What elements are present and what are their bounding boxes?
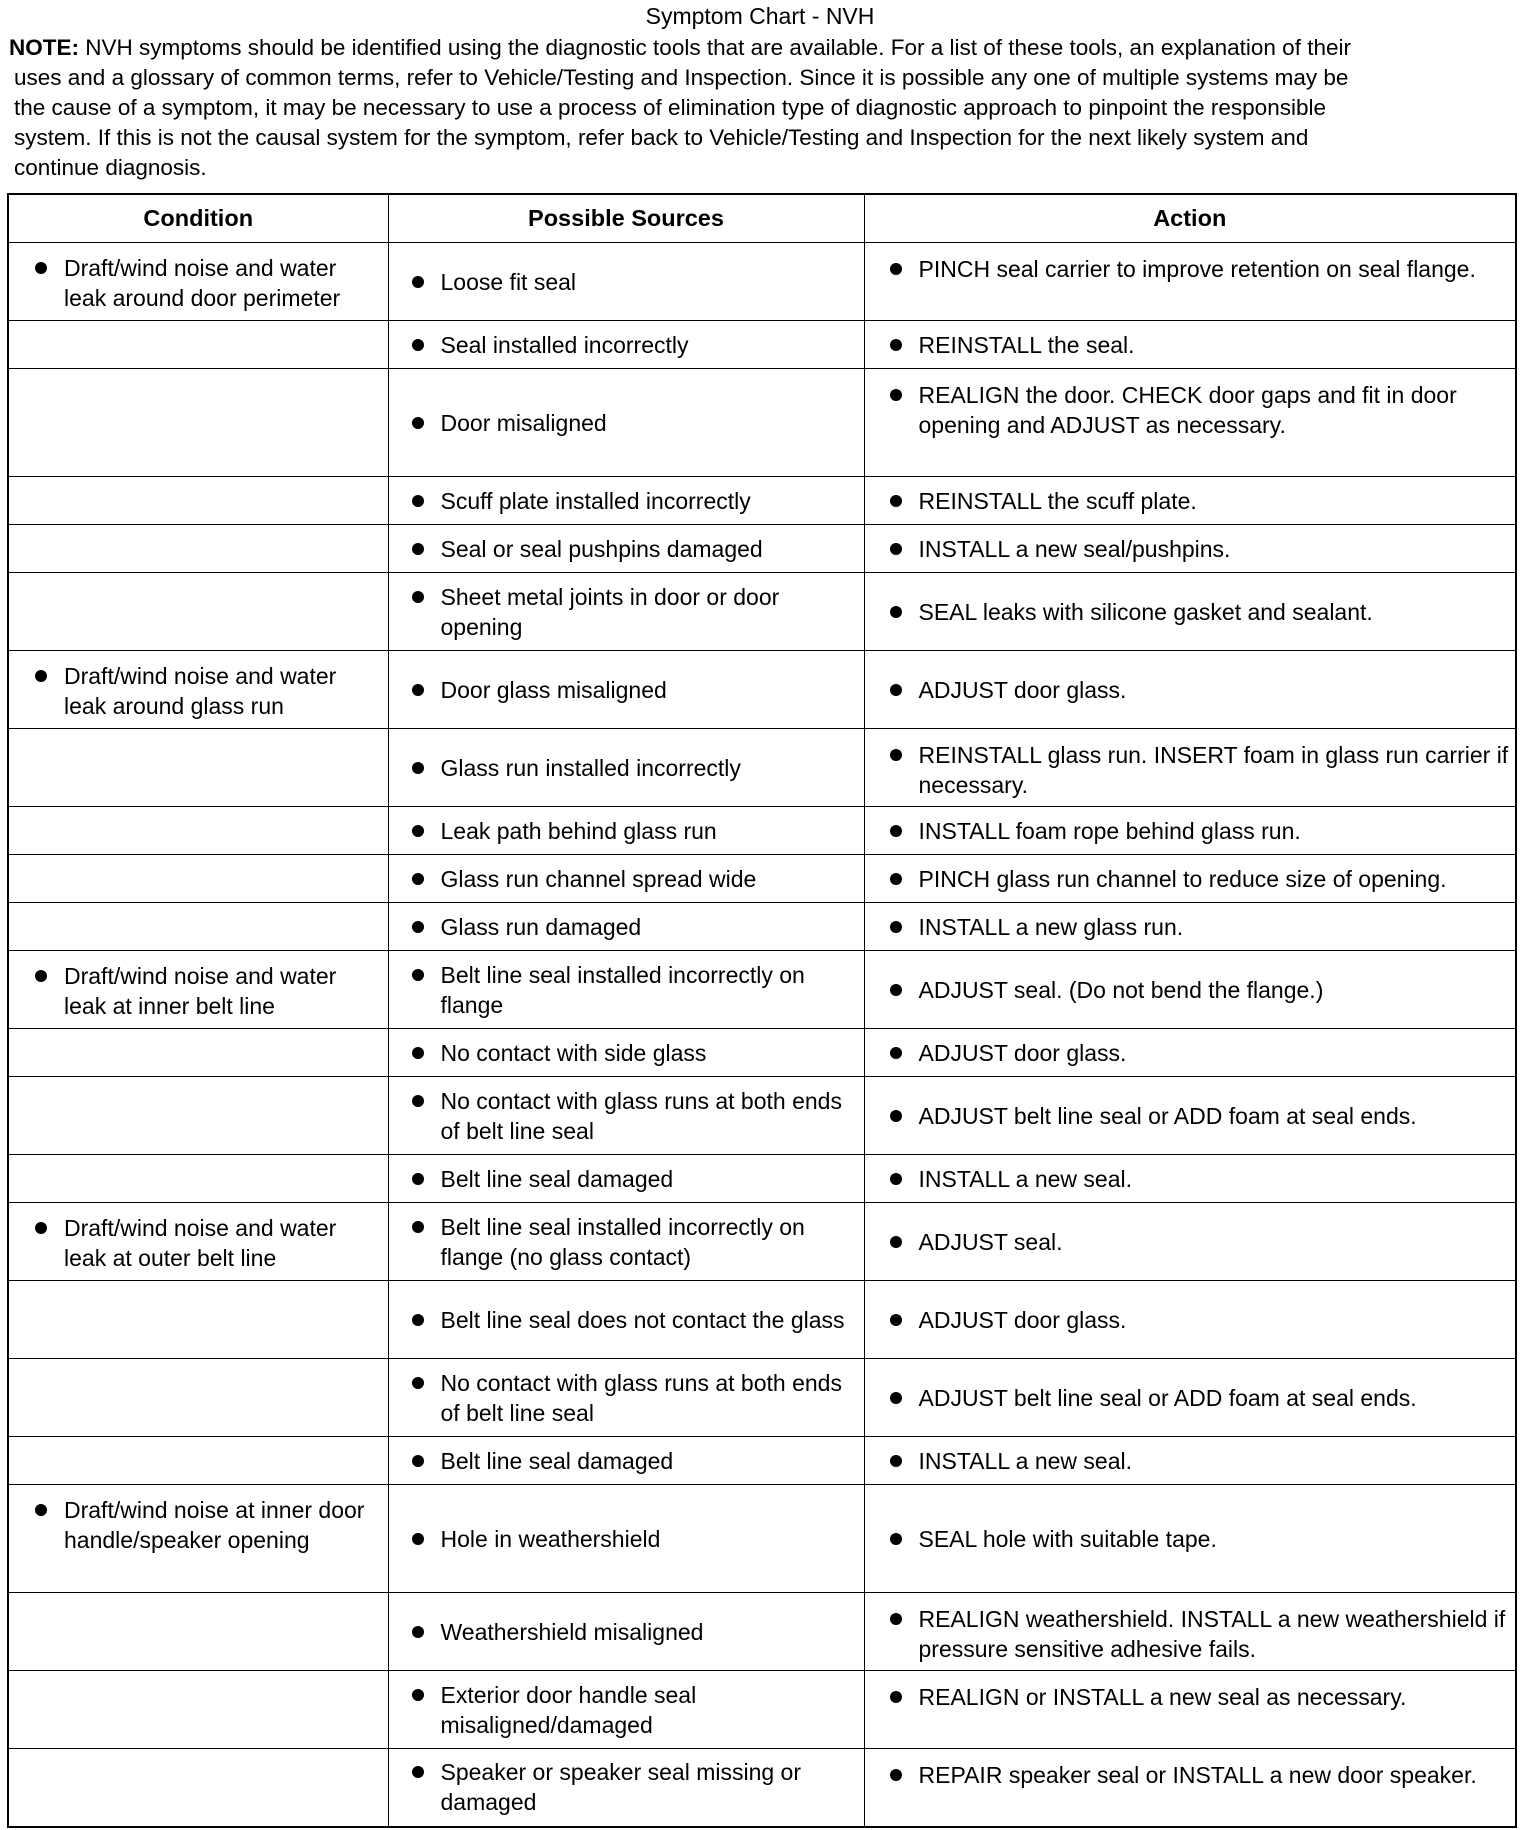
source-cell: [388, 807, 864, 855]
table-row: [8, 903, 1516, 951]
bullet-icon: [890, 825, 902, 837]
table-row: [8, 1671, 1516, 1749]
source-cell: [388, 951, 864, 1029]
source-cell: [388, 1749, 864, 1827]
bullet-icon: [412, 591, 424, 603]
condition-cell: [8, 903, 388, 951]
bullet-item: [389, 1617, 864, 1647]
bullet-icon: [412, 825, 424, 837]
bullet-item: [389, 1680, 864, 1740]
bullet-icon: [890, 1110, 902, 1122]
source-text: Belt line seal damaged: [440, 1165, 674, 1192]
condition-cell: [8, 1749, 388, 1827]
bullet-item: [865, 740, 1516, 800]
bullet-icon: [412, 684, 424, 696]
condition-cell: [8, 477, 388, 525]
bullet-icon: [412, 1626, 424, 1638]
action-cell: [864, 1485, 1516, 1593]
bullet-item: [389, 675, 864, 705]
bullet-icon: [412, 1095, 424, 1107]
note-line: [9, 33, 1514, 63]
bullet-icon: [890, 263, 902, 275]
bullet-icon: [890, 1047, 902, 1059]
source-text: Scuff plate installed incorrectly: [440, 487, 751, 514]
table-row: [8, 951, 1516, 1029]
source-cell: [388, 1671, 864, 1749]
source-text: Door glass misaligned: [440, 676, 667, 703]
bullet-icon: [412, 417, 424, 429]
source-cell: [388, 1593, 864, 1671]
condition-cell: [8, 1671, 388, 1749]
bullet-item: [389, 912, 864, 942]
table-row: [8, 1437, 1516, 1485]
source-cell: [388, 1359, 864, 1437]
bullet-icon: [412, 1689, 424, 1701]
bullet-item: [9, 1213, 388, 1273]
bullet-icon: [890, 1236, 902, 1248]
source-cell: [388, 477, 864, 525]
header-action: Action: [864, 194, 1516, 243]
bullet-item: [865, 1164, 1516, 1194]
bullet-item: [865, 975, 1516, 1005]
source-cell: [388, 855, 864, 903]
page-title: Symptom Chart - NVH: [645, 3, 875, 29]
table-row: [8, 1077, 1516, 1155]
note-line: the cause of a symptom, it may be necessary to use a process of elimination type of diagnostic approach to pinpoint the responsible: [14, 95, 1326, 120]
source-cell: [388, 1077, 864, 1155]
bullet-icon: [412, 1377, 424, 1389]
bullet-icon: [35, 1504, 47, 1516]
action-cell: [864, 1155, 1516, 1203]
table-row: [8, 729, 1516, 807]
bullet-item: [9, 1495, 388, 1555]
action-text: ADJUST door glass.: [918, 1306, 1127, 1333]
source-text: Seal installed incorrectly: [440, 331, 689, 358]
bullet-icon: [412, 1533, 424, 1545]
condition-text: Draft/wind noise at inner door handle/speaker opening: [64, 1497, 365, 1553]
source-cell: [388, 1437, 864, 1485]
bullet-icon: [412, 1455, 424, 1467]
source-cell: [388, 525, 864, 573]
source-text: Door misaligned: [440, 409, 607, 436]
bullet-icon: [890, 543, 902, 555]
action-text: ADJUST seal. (Do not bend the flange.): [918, 976, 1324, 1003]
condition-cell: [8, 1281, 388, 1359]
action-text: REPAIR speaker seal or INSTALL a new door speaker.: [918, 1762, 1477, 1788]
table-row: [8, 369, 1516, 477]
source-text: Belt line seal damaged: [440, 1447, 674, 1474]
source-text: Belt line seal does not contact the glass: [440, 1306, 845, 1333]
table-body: [8, 243, 1516, 1827]
condition-cell: [8, 1485, 388, 1593]
action-cell: [864, 807, 1516, 855]
action-cell: [864, 1281, 1516, 1359]
bullet-item: [389, 864, 864, 894]
source-cell: [388, 651, 864, 729]
bullet-icon: [890, 389, 902, 401]
bullet-icon: [412, 873, 424, 885]
action-cell: [864, 525, 1516, 573]
table-row: [8, 855, 1516, 903]
source-text: Glass run installed incorrectly: [440, 754, 741, 781]
action-cell: [864, 369, 1516, 477]
bullet-icon: [412, 339, 424, 351]
bullet-item: [865, 1227, 1516, 1257]
bullet-item: [389, 1757, 864, 1817]
table-row: [8, 477, 1516, 525]
source-text: Hole in weathershield: [440, 1525, 661, 1552]
bullet-icon: [412, 762, 424, 774]
table-row: [8, 1749, 1516, 1827]
condition-cell: [8, 1437, 388, 1485]
note-line: continue diagnosis.: [14, 155, 207, 180]
symptom-chart-table: [7, 193, 1517, 1828]
condition-cell: [8, 525, 388, 573]
condition-cell: [8, 243, 388, 321]
bullet-item: [389, 1305, 864, 1335]
bullet-icon: [412, 1766, 424, 1778]
table-row: [8, 525, 1516, 573]
action-cell: [864, 1029, 1516, 1077]
note-line: system. If this is not the causal system for the symptom, refer back to Vehicle/Testing and Inspection for the next likely system and: [14, 125, 1309, 150]
bullet-item: [389, 1212, 864, 1272]
bullet-item: [389, 486, 864, 516]
bullet-item: [865, 254, 1516, 284]
action-text: REINSTALL the seal.: [918, 331, 1135, 358]
action-cell: [864, 573, 1516, 651]
bullet-icon: [412, 1173, 424, 1185]
header-condition: Condition: [8, 194, 388, 243]
bullet-icon: [890, 1314, 902, 1326]
action-cell: [864, 1203, 1516, 1281]
bullet-item: [389, 267, 864, 297]
action-text: ADJUST seal.: [918, 1228, 1063, 1255]
source-cell: [388, 369, 864, 477]
bullet-item: [389, 816, 864, 846]
condition-cell: [8, 729, 388, 807]
condition-cell: [8, 1077, 388, 1155]
action-text: ADJUST door glass.: [918, 676, 1127, 703]
action-text: REALIGN weathershield. INSTALL a new weathershield if pressure sensitive adhesive fails.: [918, 1606, 1506, 1662]
bullet-icon: [890, 749, 902, 761]
source-text: Glass run damaged: [440, 913, 642, 940]
table-row: [8, 1203, 1516, 1281]
bullet-icon: [890, 873, 902, 885]
condition-text: Draft/wind noise and water leak at inner belt line: [64, 963, 337, 1019]
bullet-item: [389, 1524, 864, 1554]
condition-cell: [8, 1155, 388, 1203]
action-cell: [864, 1077, 1516, 1155]
bullet-item: [389, 1164, 864, 1194]
bullet-item: [389, 408, 864, 438]
bullet-item: [865, 597, 1516, 627]
table-row: [8, 1485, 1516, 1593]
note-paragraph: [9, 33, 1514, 183]
condition-cell: [8, 1203, 388, 1281]
action-text: ADJUST door glass.: [918, 1039, 1127, 1066]
source-text: No contact with glass runs at both ends of belt line seal: [440, 1369, 842, 1426]
bullet-icon: [890, 921, 902, 933]
condition-cell: [8, 1359, 388, 1437]
source-cell: [388, 1029, 864, 1077]
bullet-item: [389, 753, 864, 783]
bullet-item: [865, 675, 1516, 705]
bullet-icon: [412, 495, 424, 507]
source-text: Seal or seal pushpins damaged: [440, 535, 763, 562]
source-cell: [388, 1155, 864, 1203]
source-text: No contact with side glass: [440, 1039, 707, 1066]
condition-cell: [8, 1593, 388, 1671]
source-text: No contact with glass runs at both ends of belt line seal: [440, 1087, 842, 1144]
bullet-item: [865, 1682, 1516, 1712]
bullet-icon: [890, 495, 902, 507]
bullet-item: [865, 330, 1516, 360]
action-cell: [864, 951, 1516, 1029]
bullet-item: [865, 486, 1516, 516]
bullet-item: [389, 330, 864, 360]
action-cell: [864, 243, 1516, 321]
bullet-icon: [890, 1392, 902, 1404]
bullet-icon: [890, 1533, 902, 1545]
source-text: Leak path behind glass run: [440, 817, 717, 844]
action-text: REALIGN the door. CHECK door gaps and fit in door opening and ADJUST as necessary.: [918, 382, 1457, 438]
condition-text: Draft/wind noise and water leak around glass run: [64, 663, 337, 719]
bullet-item: [389, 960, 864, 1020]
condition-text: Draft/wind noise and water leak at outer belt line: [64, 1215, 337, 1271]
bullet-icon: [412, 1047, 424, 1059]
source-text: Glass run channel spread wide: [440, 865, 757, 892]
bullet-item: [865, 1604, 1516, 1664]
bullet-icon: [412, 543, 424, 555]
bullet-item: [865, 1383, 1516, 1413]
bullet-item: [865, 1305, 1516, 1335]
source-cell: [388, 1203, 864, 1281]
table-row: [8, 1029, 1516, 1077]
bullet-icon: [890, 1691, 902, 1703]
source-text: Exterior door handle seal misaligned/damaged: [440, 1681, 697, 1738]
bullet-icon: [890, 1613, 902, 1625]
bullet-icon: [412, 276, 424, 288]
table-row: [8, 1359, 1516, 1437]
table-row: [8, 243, 1516, 321]
bullet-icon: [412, 1221, 424, 1233]
action-cell: [864, 1671, 1516, 1749]
bullet-icon: [35, 262, 47, 274]
bullet-icon: [890, 984, 902, 996]
action-cell: [864, 1359, 1516, 1437]
note-text: NVH symptoms should be identified using the diagnostic tools that are available. For a list of these tools, an explanation of their: [79, 35, 1351, 60]
bullet-item: [9, 661, 388, 721]
action-text: REINSTALL glass run. INSERT foam in glass run carrier if necessary.: [918, 742, 1509, 798]
bullet-icon: [412, 921, 424, 933]
bullet-icon: [890, 339, 902, 351]
note-line: uses and a glossary of common terms, refer to Vehicle/Testing and Inspection. Since it is possible any one of multiple systems may be: [14, 65, 1349, 90]
action-text: PINCH seal carrier to improve retention on seal flange.: [918, 256, 1476, 282]
action-cell: [864, 477, 1516, 525]
condition-cell: [8, 951, 388, 1029]
header-possible-sources: Possible Sources: [388, 194, 864, 243]
source-cell: [388, 729, 864, 807]
condition-cell: [8, 807, 388, 855]
table-row: [8, 651, 1516, 729]
action-text: ADJUST belt line seal or ADD foam at seal ends.: [918, 1102, 1417, 1129]
action-text: PINCH glass run channel to reduce size of opening.: [918, 865, 1447, 892]
bullet-item: [389, 1038, 864, 1068]
bullet-item: [865, 1038, 1516, 1068]
action-text: INSTALL a new glass run.: [918, 913, 1184, 940]
bullet-item: [865, 534, 1516, 564]
bullet-icon: [890, 684, 902, 696]
action-text: ADJUST belt line seal or ADD foam at seal ends.: [918, 1384, 1417, 1411]
action-cell: [864, 321, 1516, 369]
bullet-item: [389, 1446, 864, 1476]
condition-cell: [8, 369, 388, 477]
bullet-item: [389, 534, 864, 564]
bullet-item: [865, 1101, 1516, 1131]
condition-text: Draft/wind noise and water leak around door perimeter: [64, 255, 341, 311]
table-row: [8, 1593, 1516, 1671]
action-text: INSTALL a new seal.: [918, 1165, 1132, 1192]
bullet-icon: [890, 1455, 902, 1467]
table-row: [8, 321, 1516, 369]
bullet-item: [865, 380, 1516, 440]
source-cell: [388, 903, 864, 951]
action-text: INSTALL a new seal/pushpins.: [918, 535, 1231, 562]
source-text: Loose fit seal: [440, 268, 577, 295]
source-cell: [388, 1485, 864, 1593]
bullet-icon: [35, 970, 47, 982]
source-cell: [388, 243, 864, 321]
action-cell: [864, 1437, 1516, 1485]
bullet-item: [9, 253, 388, 313]
action-cell: [864, 1593, 1516, 1671]
action-text: REINSTALL the scuff plate.: [918, 487, 1197, 514]
source-text: Weathershield misaligned: [440, 1618, 704, 1645]
source-cell: [388, 321, 864, 369]
bullet-icon: [412, 1314, 424, 1326]
source-text: Speaker or speaker seal missing or damaged: [440, 1759, 801, 1816]
table-header-row: [8, 194, 1516, 243]
note-label: NOTE:: [9, 35, 79, 60]
bullet-item: [865, 1446, 1516, 1476]
action-text: SEAL hole with suitable tape.: [918, 1525, 1217, 1552]
action-text: INSTALL a new seal.: [918, 1447, 1132, 1474]
action-cell: [864, 729, 1516, 807]
condition-cell: [8, 573, 388, 651]
condition-cell: [8, 855, 388, 903]
table-row: [8, 1155, 1516, 1203]
bullet-icon: [412, 969, 424, 981]
bullet-item: [865, 1760, 1516, 1790]
action-cell: [864, 903, 1516, 951]
source-text: Belt line seal installed incorrectly on flange: [440, 961, 805, 1018]
action-text: REALIGN or INSTALL a new seal as necessary.: [918, 1684, 1407, 1710]
bullet-item: [865, 912, 1516, 942]
bullet-icon: [890, 1173, 902, 1185]
bullet-icon: [35, 670, 47, 682]
action-cell: [864, 1749, 1516, 1827]
source-text: Belt line seal installed incorrectly on flange (no glass contact): [440, 1213, 805, 1270]
source-cell: [388, 573, 864, 651]
bullet-icon: [890, 1769, 902, 1781]
bullet-item: [865, 1524, 1516, 1554]
bullet-item: [865, 816, 1516, 846]
action-cell: [864, 855, 1516, 903]
bullet-item: [389, 582, 864, 642]
condition-cell: [8, 321, 388, 369]
bullet-item: [389, 1368, 864, 1428]
table-row: [8, 1281, 1516, 1359]
bullet-item: [865, 864, 1516, 894]
source-text: Sheet metal joints in door or door opening: [440, 583, 780, 640]
table-row: [8, 807, 1516, 855]
table-row: [8, 573, 1516, 651]
source-cell: [388, 1281, 864, 1359]
bullet-item: [9, 961, 388, 1021]
bullet-item: [389, 1086, 864, 1146]
action-text: INSTALL foam rope behind glass run.: [918, 817, 1301, 844]
condition-cell: [8, 1029, 388, 1077]
bullet-icon: [890, 606, 902, 618]
action-text: SEAL leaks with silicone gasket and sealant.: [918, 598, 1373, 625]
bullet-icon: [35, 1222, 47, 1234]
action-cell: [864, 651, 1516, 729]
condition-cell: [8, 651, 388, 729]
